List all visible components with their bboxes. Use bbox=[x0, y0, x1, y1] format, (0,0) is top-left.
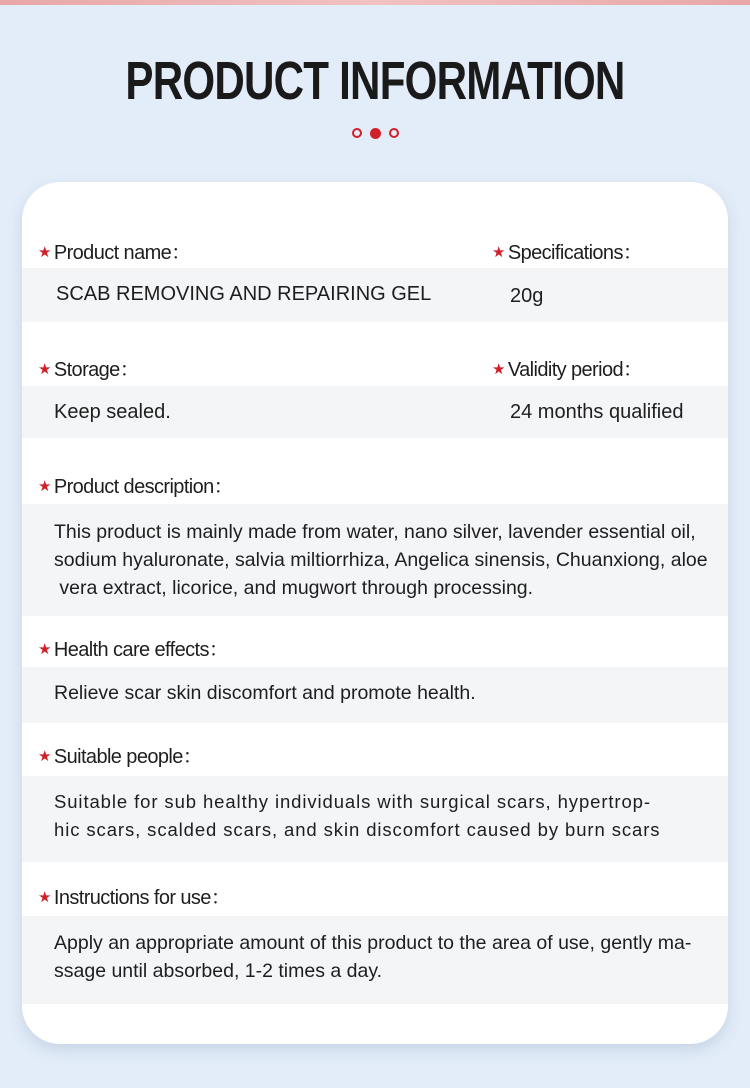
page-title: PRODUCT INFORMATION bbox=[125, 51, 625, 111]
description-line: sodium hyaluronate, salvia miltiorrhiza, Angelica sinensis, Chuanxiong, aloe bbox=[54, 549, 708, 571]
description-line: vera extract, licorice, and mugwort through processing. bbox=[54, 577, 534, 599]
suitable-label-text: Suitable people： bbox=[53, 746, 203, 768]
suitable-label bbox=[38, 740, 202, 769]
dot-ring-right bbox=[389, 128, 399, 138]
description-line: This product is mainly made from water, nano silver, lavender essential oil, bbox=[54, 521, 696, 543]
product-name-label-text: Product name： bbox=[53, 242, 191, 264]
health-value: Relieve scar skin discomfort and promote health. bbox=[54, 682, 476, 704]
instructions-line: ssage until absorbed, 1-2 times a day. bbox=[54, 960, 383, 982]
instructions-text bbox=[54, 929, 734, 985]
star-icon: ★ bbox=[38, 361, 51, 378]
instructions-label bbox=[38, 881, 230, 910]
description-label bbox=[38, 470, 233, 499]
specifications-value: 20g bbox=[510, 285, 544, 307]
top-decorative-strip bbox=[0, 0, 750, 5]
storage-label-text: Storage： bbox=[53, 359, 140, 381]
storage-label bbox=[38, 353, 139, 382]
validity-value: 24 months qualified bbox=[510, 401, 684, 423]
star-icon: ★ bbox=[492, 244, 505, 261]
star-icon: ★ bbox=[492, 361, 505, 378]
health-label-text: Health care effects： bbox=[53, 639, 229, 661]
suitable-line: hic scars, scalded scars, and skin discomfort caused by burn scars bbox=[54, 819, 661, 840]
specifications-label-text: Specifications： bbox=[507, 242, 643, 264]
description-text bbox=[54, 518, 734, 602]
validity-label bbox=[492, 353, 642, 382]
dot-filled-center bbox=[370, 128, 381, 139]
health-label bbox=[38, 633, 228, 662]
validity-label-text: Validity period： bbox=[507, 359, 643, 381]
star-icon: ★ bbox=[38, 889, 51, 906]
title-dots bbox=[0, 126, 750, 140]
suitable-line: Suitable for sub healthy individuals with surgical scars, hypertrop- bbox=[54, 791, 651, 812]
star-icon: ★ bbox=[38, 641, 51, 658]
instructions-label-text: Instructions for use： bbox=[53, 887, 231, 909]
product-name-label bbox=[38, 236, 191, 265]
specifications-label bbox=[492, 236, 642, 265]
storage-value: Keep sealed. bbox=[54, 401, 171, 423]
suitable-text bbox=[54, 788, 734, 844]
description-label-text: Product description： bbox=[53, 476, 234, 498]
star-icon: ★ bbox=[38, 244, 51, 261]
star-icon: ★ bbox=[38, 748, 51, 765]
dot-ring-left bbox=[352, 128, 362, 138]
instructions-line: Apply an appropriate amount of this product to the area of use, gently ma- bbox=[54, 932, 692, 954]
product-name-value: SCAB REMOVING AND REPAIRING GEL bbox=[56, 283, 432, 305]
star-icon: ★ bbox=[38, 478, 51, 495]
